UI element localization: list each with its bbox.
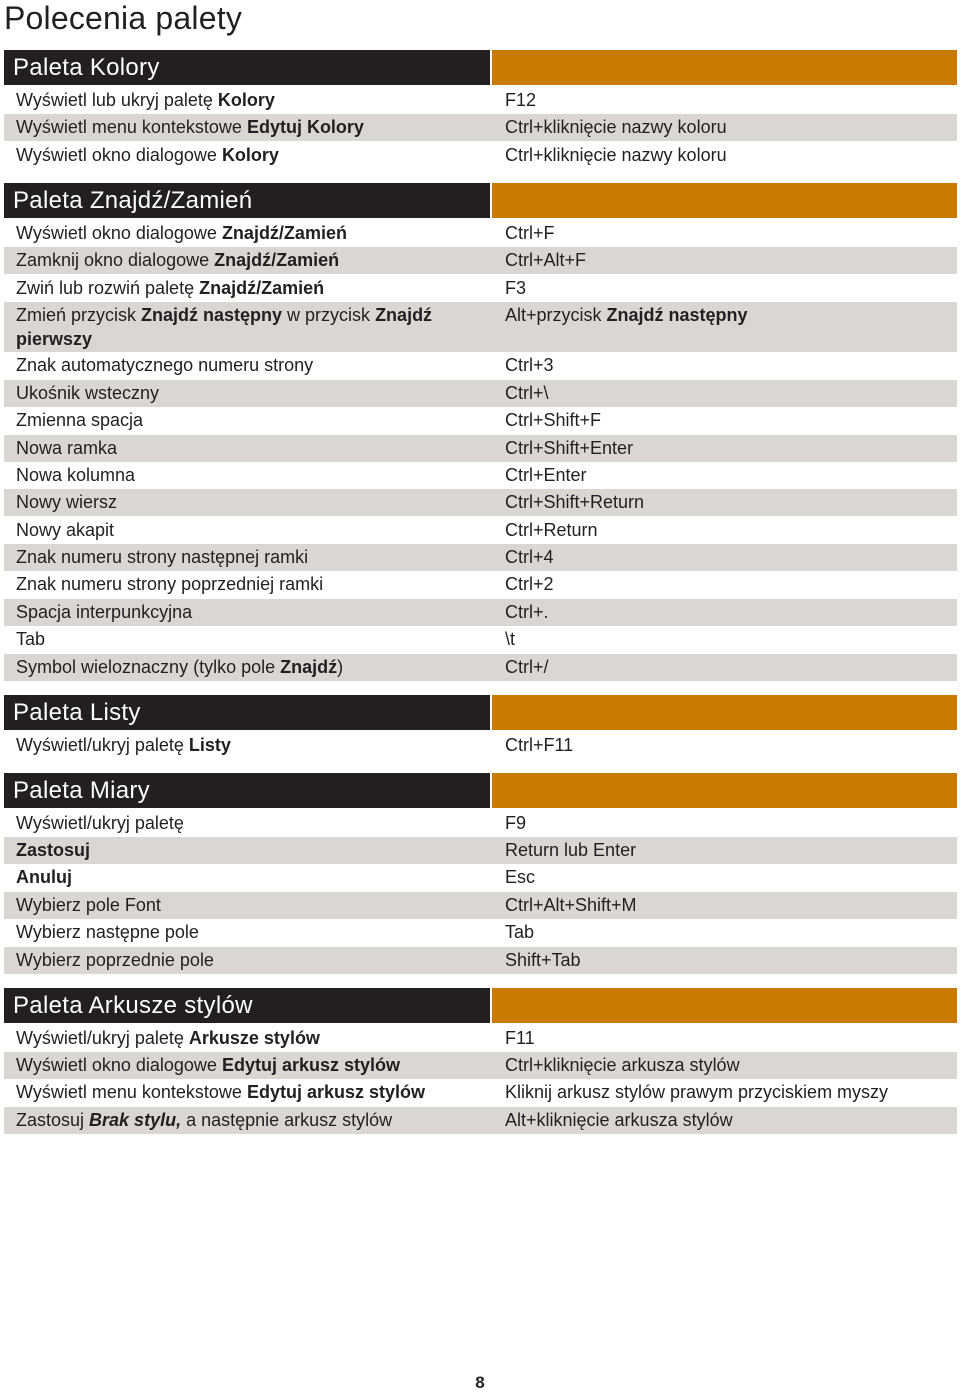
shortcut-row <box>4 462 957 489</box>
text-run: Ctrl+Shift+Return <box>505 492 645 513</box>
text-run: Wyświetl menu kontekstowe <box>16 1082 247 1103</box>
text-run: Ctrl+Return <box>505 519 598 540</box>
shortcut-row <box>4 654 957 681</box>
palette-section <box>4 773 957 974</box>
shortcut-row <box>4 1025 957 1052</box>
shortcut-row <box>4 892 957 919</box>
command-description <box>4 810 493 837</box>
command-description <box>4 1052 493 1079</box>
shortcut-row <box>4 626 957 653</box>
section-accent-bar <box>492 695 957 730</box>
text-run: Edytuj Kolory <box>246 117 364 138</box>
text-run: Zamknij okno dialogowe <box>16 250 215 271</box>
shortcut-row <box>4 517 957 544</box>
keyboard-shortcut <box>493 462 957 489</box>
text-run: Edytuj arkusz stylów <box>221 1054 400 1075</box>
shortcut-row <box>4 1052 957 1079</box>
text-run: Ctrl+Alt+F <box>505 250 587 271</box>
text-run: Ctrl+kliknięcie nazwy koloru <box>505 144 727 165</box>
shortcut-row <box>4 352 957 379</box>
section-title: Paleta Listy <box>4 695 490 730</box>
text-run: Nowa ramka <box>16 437 118 458</box>
command-description <box>4 571 493 598</box>
section-header <box>4 183 957 218</box>
keyboard-shortcut <box>493 489 957 516</box>
text-run: Kolory <box>221 144 279 165</box>
text-run: Ctrl+. <box>505 601 549 622</box>
command-description <box>4 947 493 974</box>
text-run: a następnie arkusz stylów <box>181 1109 393 1130</box>
shortcut-row <box>4 837 957 864</box>
text-run: Nowy wiersz <box>16 492 118 513</box>
text-run: Zmień przycisk <box>16 304 142 325</box>
shortcut-row <box>4 380 957 407</box>
command-description <box>4 892 493 919</box>
section-accent-bar <box>492 988 957 1023</box>
text-run: Ctrl+kliknięcie arkusza stylów <box>505 1054 740 1075</box>
command-description <box>4 380 493 407</box>
command-description <box>4 864 493 891</box>
keyboard-shortcut <box>493 275 957 302</box>
text-run: Zmienna spacja <box>16 410 144 431</box>
shortcut-row <box>4 220 957 247</box>
keyboard-shortcut <box>493 947 957 974</box>
text-run: Znak numeru strony poprzedniej ramki <box>16 574 324 595</box>
keyboard-shortcut <box>493 864 957 891</box>
text-run: Ctrl+Shift+Enter <box>505 437 634 458</box>
section-title: Paleta Miary <box>4 773 490 808</box>
text-run: Znajdź następny <box>141 304 283 325</box>
shortcut-row <box>4 947 957 974</box>
command-description <box>4 1025 493 1052</box>
command-description <box>4 599 493 626</box>
text-run: w przycisk <box>282 304 376 325</box>
text-run: Wyświetl lub ukryj paletę <box>16 90 218 110</box>
palette-section <box>4 50 957 169</box>
text-run: Alt+przycisk <box>505 304 607 325</box>
command-description <box>4 654 493 681</box>
palette-section <box>4 695 957 759</box>
text-run: Nowy akapit <box>16 519 115 540</box>
text-run: Znak automatycznego numeru strony <box>16 355 314 376</box>
command-description <box>4 1107 493 1134</box>
text-run: Edytuj arkusz stylów <box>246 1082 425 1103</box>
text-run: Symbol wieloznaczny (tylko pole <box>16 656 281 677</box>
shortcut-row <box>4 302 957 352</box>
keyboard-shortcut <box>493 247 957 274</box>
text-run: F3 <box>505 277 527 298</box>
text-run: Tab <box>505 922 535 943</box>
text-run: Ctrl+\ <box>505 382 549 403</box>
text-run: F12 <box>505 90 537 110</box>
text-run: Znajdź/Zamień <box>221 222 347 243</box>
text-run: Shift+Tab <box>505 949 581 970</box>
section-title: Paleta Znajdź/Zamień <box>4 183 490 218</box>
text-run: Ctrl+Shift+F <box>505 410 602 431</box>
text-run: Kolory <box>217 90 275 110</box>
command-description <box>4 302 493 352</box>
command-description <box>4 407 493 434</box>
section-accent-bar <box>492 50 957 85</box>
palette-section <box>4 988 957 1134</box>
text-run: Zastosuj <box>16 840 91 861</box>
section-title: Paleta Kolory <box>4 50 490 85</box>
text-run: Wybierz następne pole <box>16 922 199 943</box>
text-run: Ctrl+3 <box>505 355 554 376</box>
command-description <box>4 626 493 653</box>
text-run: \t <box>505 629 516 650</box>
shortcut-row <box>4 247 957 274</box>
shortcut-row <box>4 864 957 891</box>
keyboard-shortcut <box>493 892 957 919</box>
keyboard-shortcut <box>493 919 957 946</box>
keyboard-shortcut <box>493 1107 957 1134</box>
shortcut-row <box>4 275 957 302</box>
keyboard-shortcut <box>493 220 957 247</box>
command-description <box>4 544 493 571</box>
shortcut-row <box>4 1107 957 1134</box>
text-run: Wyświetl okno dialogowe <box>16 222 222 243</box>
command-description <box>4 220 493 247</box>
section-header <box>4 988 957 1023</box>
text-run: Ctrl+2 <box>505 574 554 595</box>
text-run: Wyświetl okno dialogowe <box>16 144 222 165</box>
command-description <box>4 142 493 169</box>
section-header <box>4 773 957 808</box>
text-run: Ctrl+Alt+Shift+M <box>505 894 637 915</box>
shortcut-row <box>4 435 957 462</box>
text-run: Znajdź/Zamień <box>199 277 325 298</box>
command-description <box>4 1079 493 1106</box>
text-run: Ctrl+F <box>505 222 555 243</box>
keyboard-shortcut <box>493 654 957 681</box>
text-run: Ctrl+4 <box>505 547 554 568</box>
keyboard-shortcut <box>493 1052 957 1079</box>
keyboard-shortcut <box>493 837 957 864</box>
keyboard-shortcut <box>493 352 957 379</box>
keyboard-shortcut <box>493 380 957 407</box>
keyboard-shortcut <box>493 732 957 759</box>
text-run: Alt+kliknięcie arkusza stylów <box>505 1109 733 1130</box>
shortcut-tables <box>4 50 957 1148</box>
command-description <box>4 275 493 302</box>
text-run: Wyświetl/ukryj paletę <box>16 734 189 755</box>
section-header <box>4 695 957 730</box>
command-description <box>4 837 493 864</box>
palette-section <box>4 183 957 681</box>
text-run: Wyświetl/ukryj paletę <box>16 812 184 833</box>
shortcut-row <box>4 1079 957 1106</box>
keyboard-shortcut <box>493 302 957 352</box>
command-description <box>4 114 493 141</box>
text-run: Znajdź/Zamień <box>214 250 340 271</box>
text-run: Spacja interpunkcyjna <box>16 601 193 622</box>
command-description <box>4 919 493 946</box>
text-run: Znajdź następny <box>606 304 748 325</box>
text-run: Kliknij arkusz stylów prawym przyciskiem myszy <box>505 1082 889 1103</box>
page-number: 8 <box>475 1373 485 1392</box>
text-run: Znajdź <box>280 656 338 677</box>
text-run: Nowa kolumna <box>16 464 136 485</box>
command-description <box>4 489 493 516</box>
command-description <box>4 462 493 489</box>
section-accent-bar <box>492 773 957 808</box>
text-run: ) <box>337 656 344 677</box>
text-run: Wybierz pole Font <box>16 894 161 915</box>
shortcut-row <box>4 407 957 434</box>
text-run: Tab <box>16 629 46 650</box>
text-run: F11 <box>505 1027 535 1048</box>
text-run: Arkusze stylów <box>188 1027 320 1048</box>
text-run: Ctrl+/ <box>505 656 549 677</box>
keyboard-shortcut <box>493 114 957 141</box>
command-description <box>4 517 493 544</box>
text-run: Znajdź pierwszy <box>16 304 433 349</box>
text-run: Anuluj <box>16 867 72 888</box>
shortcut-row <box>4 571 957 598</box>
text-run: Znak numeru strony następnej ramki <box>16 547 309 568</box>
shortcut-row <box>4 142 957 169</box>
command-description <box>4 247 493 274</box>
keyboard-shortcut <box>493 407 957 434</box>
keyboard-shortcut <box>493 599 957 626</box>
text-run: Ukośnik wsteczny <box>16 382 160 403</box>
shortcut-row <box>4 599 957 626</box>
text-run: Listy <box>188 734 231 755</box>
command-description <box>4 87 493 114</box>
shortcut-row <box>4 810 957 837</box>
shortcut-row <box>4 919 957 946</box>
text-run: Brak stylu, <box>89 1109 182 1130</box>
text-run: Wyświetl okno dialogowe <box>16 1054 222 1075</box>
keyboard-shortcut <box>493 544 957 571</box>
section-title: Paleta Arkusze stylów <box>4 988 490 1023</box>
text-run: Wybierz poprzednie pole <box>16 949 214 970</box>
command-description <box>4 352 493 379</box>
text-run: Ctrl+kliknięcie nazwy koloru <box>505 117 727 138</box>
keyboard-shortcut <box>493 87 957 114</box>
text-run: F9 <box>505 812 527 833</box>
section-accent-bar <box>492 183 957 218</box>
shortcut-row <box>4 87 957 114</box>
keyboard-shortcut <box>493 435 957 462</box>
keyboard-shortcut <box>493 517 957 544</box>
keyboard-shortcut <box>493 1079 957 1106</box>
text-run: Esc <box>505 867 536 888</box>
text-run <box>89 1110 181 1130</box>
shortcut-row <box>4 544 957 571</box>
text-run: Ctrl+F11 <box>505 734 574 755</box>
keyboard-shortcut <box>493 1025 957 1052</box>
shortcut-row <box>4 732 957 759</box>
text-run: Zastosuj <box>16 1109 90 1130</box>
text-run: Zwiń lub rozwiń paletę <box>16 277 200 298</box>
page-title: Polecenia palety <box>4 0 243 36</box>
shortcut-row <box>4 489 957 516</box>
command-description <box>4 732 493 759</box>
keyboard-shortcut <box>493 571 957 598</box>
keyboard-shortcut <box>493 626 957 653</box>
text-run: Ctrl+Enter <box>505 464 587 485</box>
text-run: Wyświetl/ukryj paletę <box>16 1027 189 1048</box>
text-run: Wyświetl menu kontekstowe <box>16 117 247 138</box>
section-header <box>4 50 957 85</box>
text-run: Return lub Enter <box>505 840 637 861</box>
shortcut-row <box>4 114 957 141</box>
keyboard-shortcut <box>493 142 957 169</box>
keyboard-shortcut <box>493 810 957 837</box>
command-description <box>4 435 493 462</box>
